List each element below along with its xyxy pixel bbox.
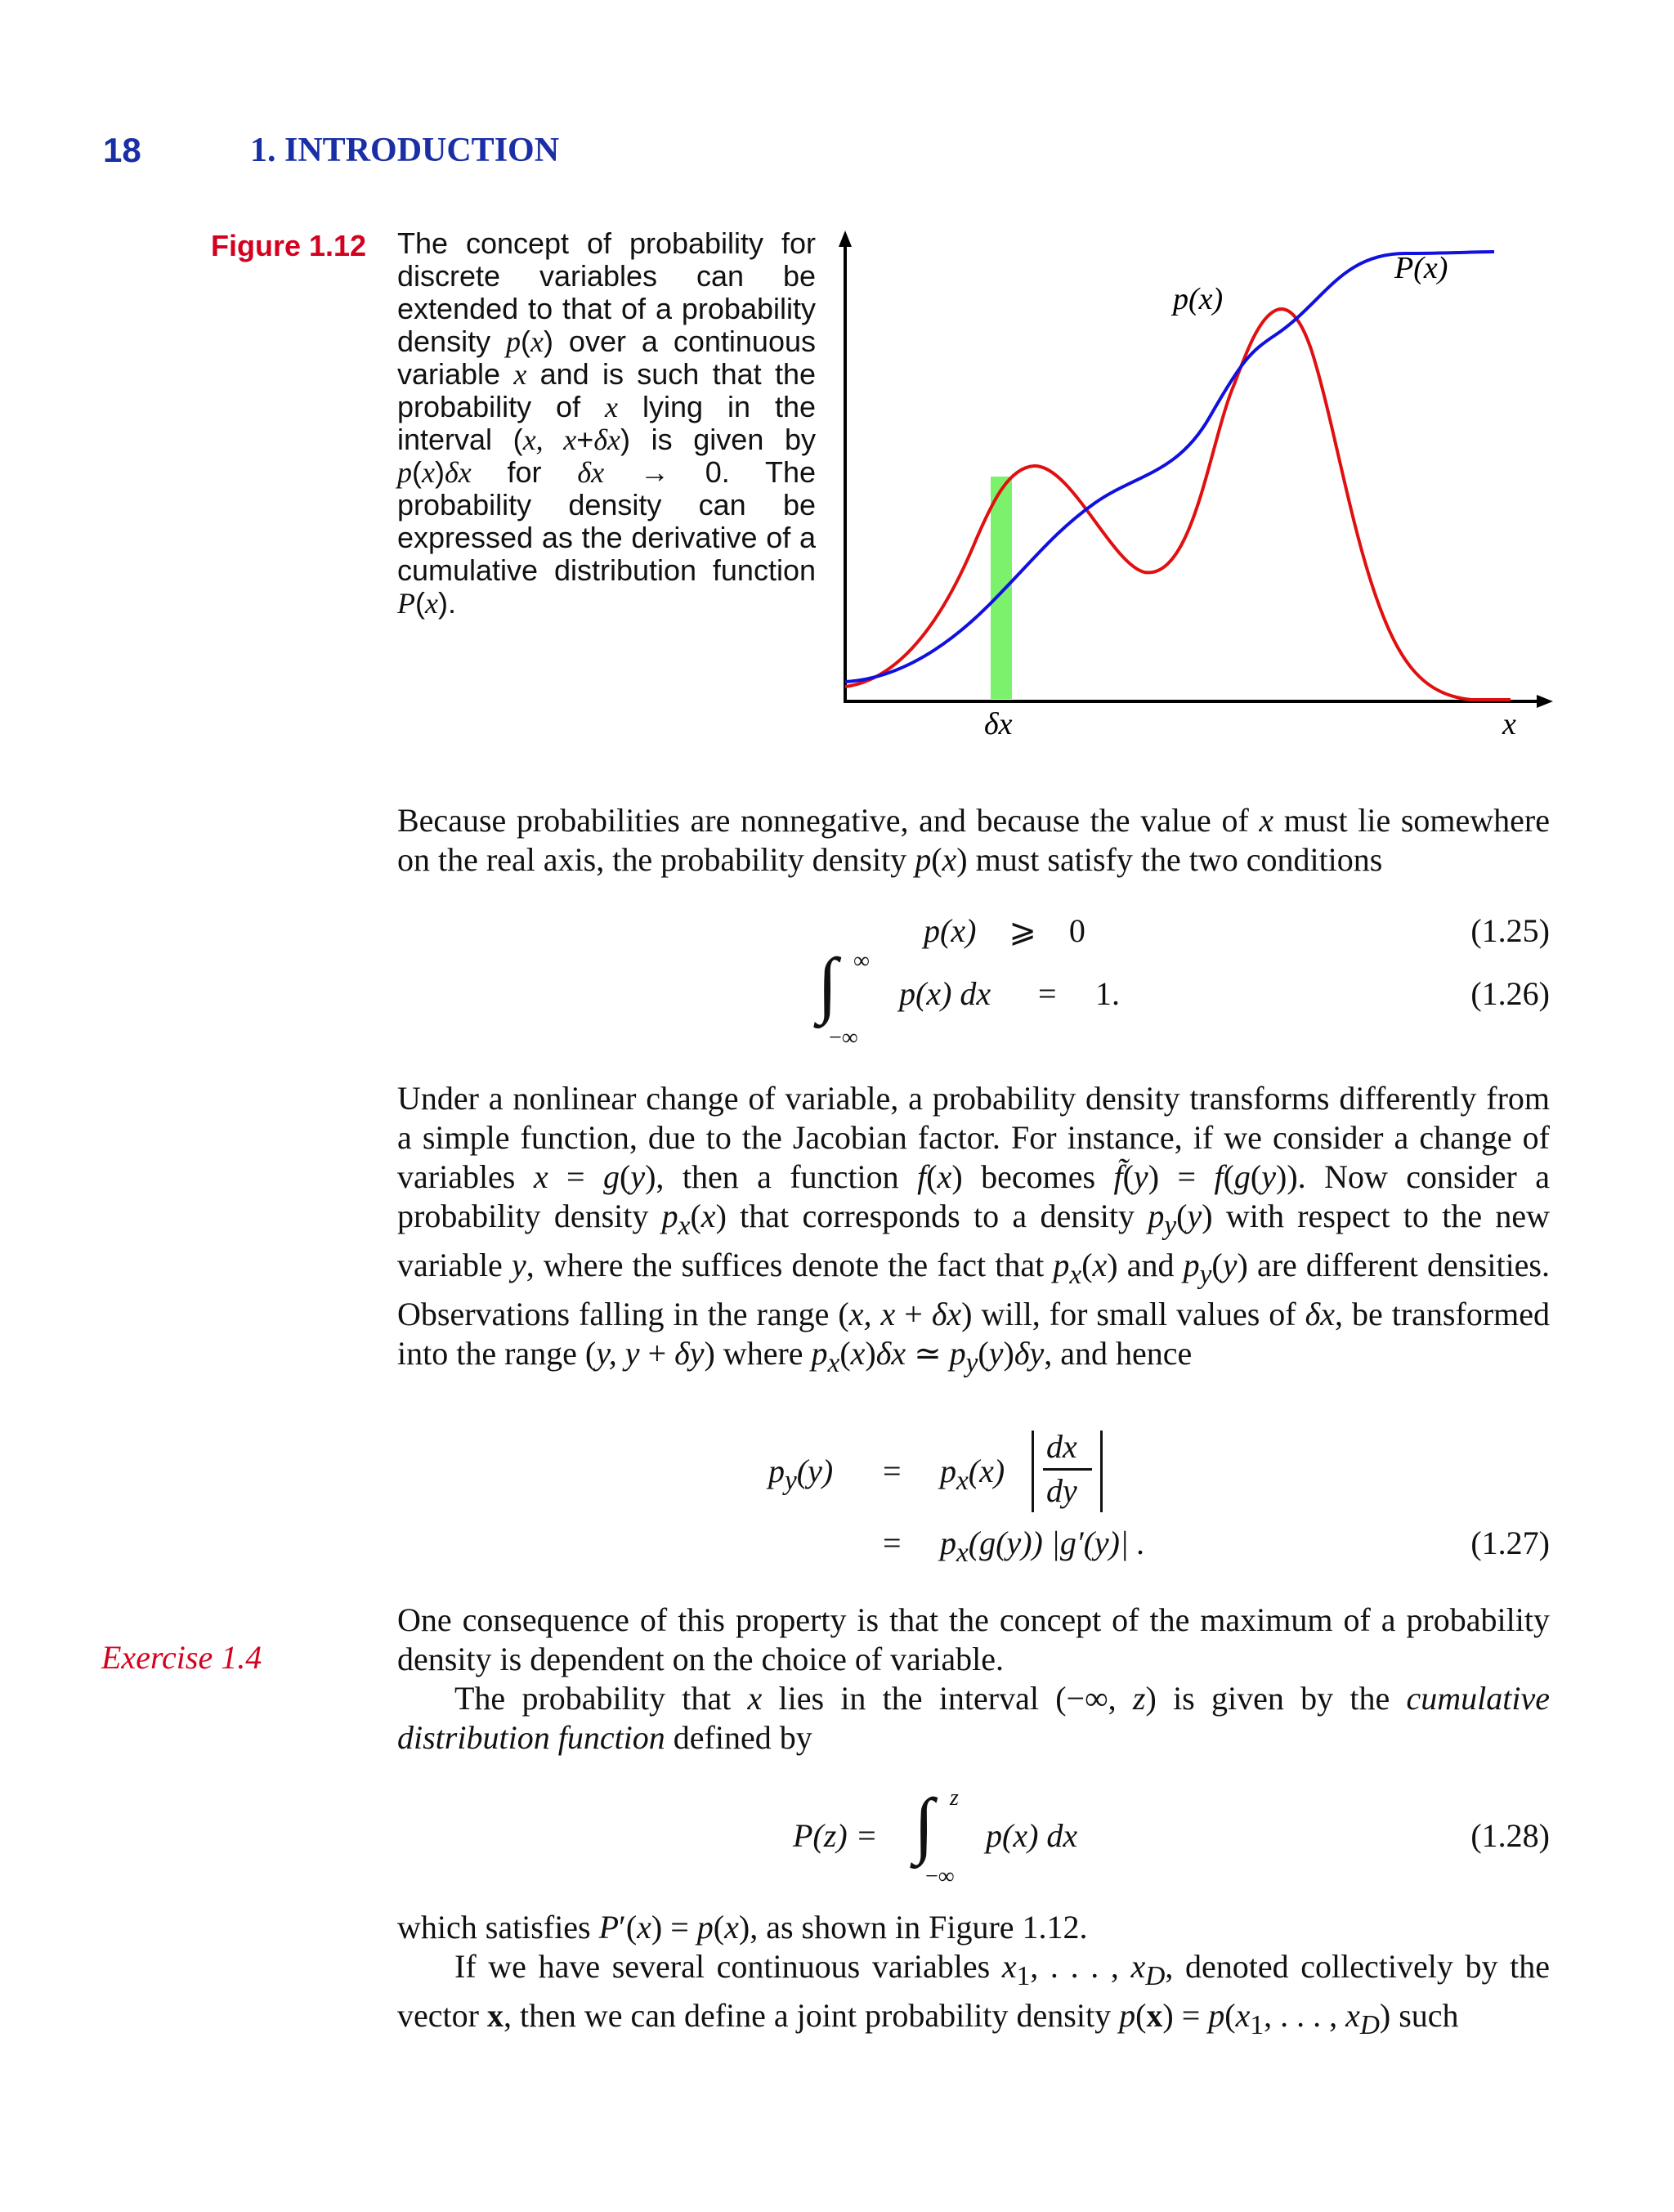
equation-1-25 [924,911,1085,950]
paragraph-5: which satisfies P′(x) = p(x), as shown in Figure 1.12. [397,1909,1088,1946]
eq125-rhs: 0 [1068,912,1085,949]
paragraph-4: The probability that x lies in the interval (−∞, z) is given by the cumulative distribution function defined by [397,1680,1551,1756]
eq126-rhs: 1. [1095,975,1120,1012]
eq-number-1-26: (1.26) [1470,975,1550,1012]
eq127-rel-2: = [883,1525,902,1561]
eq-number-1-25: (1.25) [1470,912,1550,949]
paragraph-2: Under a nonlinear change of variable, a probability density transforms differently from a simple function, due to the Jacobian factor. For instance, if we consider a change of variables x = g(y), then a function f(x) becomes f̃(y) = f(g(y)). Now consider a probability density $p_x(x)$ that corresponds to a density $p_y(y)$ with respect to the new variable y, where the suffices denote the fact that $p_x(x)$ and $p_y(y)$ are different densities. Observations falling in the range (x, x + δx) will, for small values of δx, be transformed into the range (y, y + δy) where $p_x(x)\delta x$ ≃ $p_y(y)\delta y$, and hence [397,1080,1551,1378]
paragraph-1: Because probabilities are nonnegative, and because the value of x must lie somewhere on the real axis, the probability density p(x) must satisfy the two conditions [397,802,1551,878]
eq125-rel: ⩾ [1009,912,1036,949]
eq128-lhs: P(z) = [793,1817,878,1854]
eq127-abs-bar-left [1032,1431,1034,1512]
eq126-integrand: p(x) dx [899,975,991,1012]
equation-1-28 [793,1782,1202,1888]
figure-plot [834,221,1553,760]
paragraph-6: If we have several continuous variables $x_1$, . . . , $x_D$, denoted collectively by the vector x, then we can define a joint probability density $p(x) = p(x_1$, . . . , $x_D$) such [397,1948,1550,2040]
page-number: 18 [103,131,141,169]
eq127-frac-num: dx [1046,1428,1077,1465]
x-axis-arrow [1537,695,1553,708]
eq127-frac-bar [1043,1468,1092,1471]
label-delta-x: δx [984,707,1013,741]
eq-number-1-28: (1.28) [1470,1817,1550,1854]
figure-caption: The concept of probability for discrete variables can be extended to that of a probability density p(x) over a continuous variable x and is such that the probability of x lying in the interval (x, x+δx) is given by p(x)δx for δx → 0. The probability density can be expressed as the derivative of a cumulative distribution function P(x). [397,226,817,620]
y-axis-arrow [839,231,852,247]
eq127-line1: $p_x(x)$ [940,1453,1005,1496]
eq127-line2: $p_x(g(y))$ |g′(y)| . [940,1525,1145,1568]
chapter-title: 1. INTRODUCTION [250,132,560,169]
eq128-integrand: p(x) dx [986,1817,1078,1854]
label-P-of-x: P(x) [1394,251,1448,285]
equation-1-27 [768,1422,1259,1569]
equation-1-26 [817,944,1226,1055]
eq126-lower: −∞ [829,1025,858,1050]
integral-sign: ∫ [817,944,838,1025]
paragraph-3: One consequence of this property is that the concept of the maximum of a probability density is dependent on the choice of variable. [397,1601,1550,1677]
eq128-upper: z [950,1785,959,1811]
label-x-axis: x [1502,707,1516,741]
eq126-upper: ∞ [853,948,870,974]
eq128-lower: −∞ [925,1864,955,1889]
label-p-of-x: p(x) [1173,282,1224,316]
eq126-rel: = [1038,975,1057,1012]
integral-sign-128: ∫ [914,1784,934,1865]
eq127-abs-bar-right [1100,1431,1103,1512]
eq-number-1-27: (1.27) [1470,1525,1550,1561]
margin-exercise-link[interactable]: Exercise 1.4 [101,1639,262,1676]
figure-label: Figure 1.12 [211,229,367,262]
cumulative-curve [845,252,1494,682]
eq127-lhs: $p_y(y)$ [768,1453,834,1496]
eq127-rel-1: = [883,1453,902,1489]
delta-x-band [991,477,1012,699]
eq125-lhs: p(x) [924,912,977,949]
eq127-frac-den: dy [1046,1472,1077,1509]
